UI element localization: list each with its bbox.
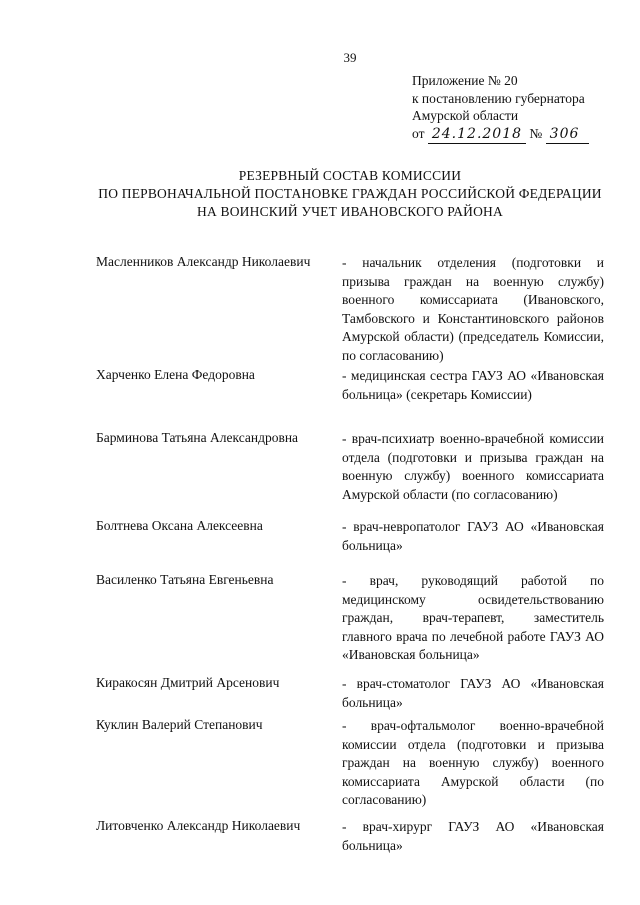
title-line-1: РЕЗЕРВНЫЙ СОСТАВ КОМИССИИ <box>238 168 462 183</box>
member-position: - врач-офтальмолог военно-врачебной комиссии отдела (подготовки и призыва граждан на военную службу) военного комиссариата Амурской области (по согласованию) <box>342 718 604 807</box>
appendix-date-line <box>412 125 589 145</box>
handwritten-number: 306 <box>546 126 590 145</box>
title-line-2: ПО ПЕРВОНАЧАЛЬНОЙ ПОСТАНОВКЕ ГРАЖДАН РОССИЙСКОЙ ФЕДЕРАЦИИ <box>98 186 602 201</box>
member-name: Масленников Александр Николаевич <box>96 254 311 269</box>
member-position: - врач-психиатр военно-врачебной комиссии отдела (подготовки и призыва граждан на военную службу) военного комиссариата Амурской области (по согласованию) <box>342 431 604 502</box>
member-position: - врач-невропатолог ГАУЗ АО «Ивановская больница» <box>342 519 604 553</box>
number-prefix: № <box>529 125 543 141</box>
member-position: - врач-стоматолог ГАУЗ АО «Ивановская больница» <box>342 676 604 710</box>
title-line-3: НА ВОИНСКИЙ УЧЕТ ИВАНОВСКОГО РАЙОНА <box>197 204 503 219</box>
member-name: Василенко Татьяна Евгеньевна <box>96 572 274 587</box>
member-position: - врач, руководящий работой по медицинскому освидетельствованию граждан, врач-терапевт, заместитель главного врача по лечебной работе ГАУЗ АО «Ивановская больница» <box>342 573 604 662</box>
appendix-line-2: к постановлению губернатора <box>412 90 585 106</box>
document-title <box>0 167 640 221</box>
member-position: - начальник отделения (подготовки и призыва граждан на военную службу) военного комиссариата (Ивановского, Тамбовского и Константиновского районов Амурской области) (председатель Комиссии, по согласованию) <box>342 255 604 363</box>
appendix-line-1: Приложение № 20 <box>412 73 518 88</box>
page-number: 39 <box>343 50 357 65</box>
handwritten-date: 24.12.2018 <box>428 126 526 145</box>
member-name: Харченко Елена Федоровна <box>96 367 255 382</box>
appendix-line-3: Амурской области <box>412 108 519 123</box>
date-prefix: от <box>412 125 425 141</box>
member-name: Литовченко Александр Николаевич <box>96 818 301 833</box>
member-name: Барминова Татьяна Александровна <box>96 430 299 445</box>
member-name: Болтнева Оксана Алексеевна <box>96 518 263 533</box>
member-position: - врач-хирург ГАУЗ АО «Ивановская больница» <box>342 819 604 853</box>
member-position: - медицинская сестра ГАУЗ АО «Ивановская больница» (секретарь Комиссии) <box>342 368 604 402</box>
member-name: Киракосян Дмитрий Арсенович <box>96 675 280 690</box>
appendix-block <box>412 72 589 144</box>
member-name: Куклин Валерий Степанович <box>96 717 263 732</box>
